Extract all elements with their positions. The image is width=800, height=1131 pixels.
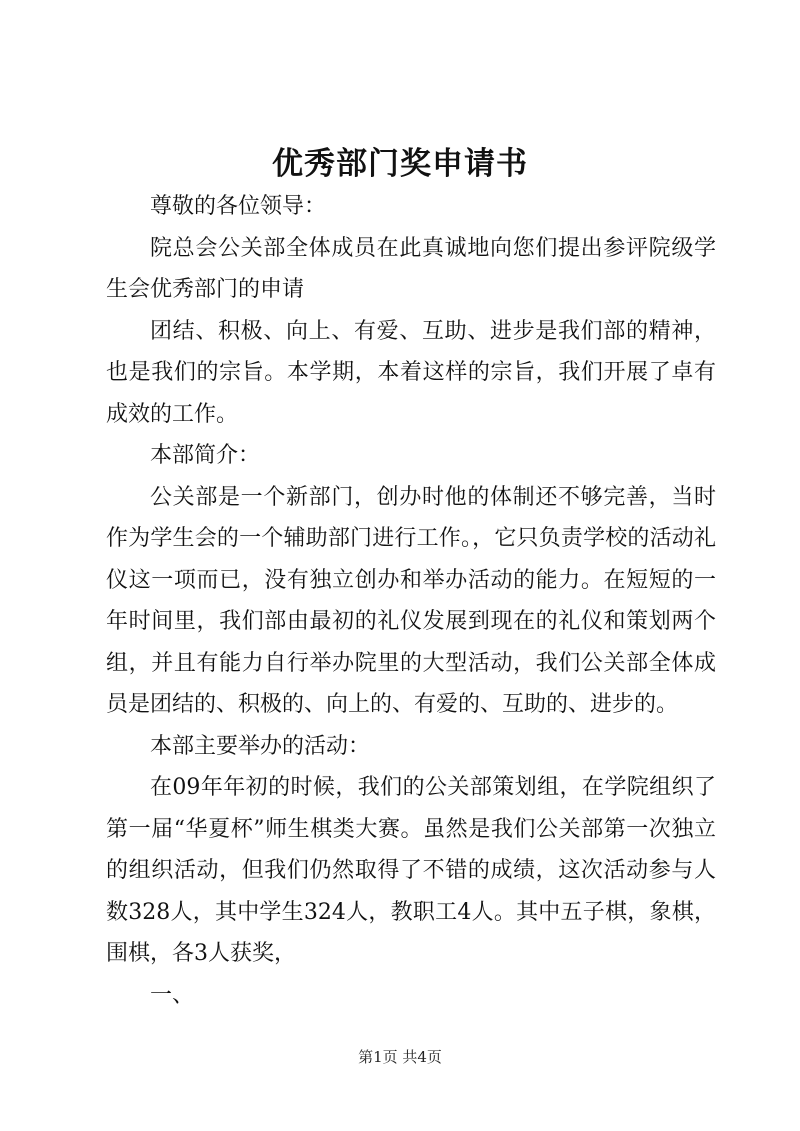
paragraph-application: 院总会公关部全体成员在此真诚地向您们提出参评院级学生会优秀部门的申请 bbox=[106, 235, 716, 302]
list-item-one: 一、 bbox=[150, 982, 195, 1008]
paragraph-activities: 在09年年初的时候，我们的公关部策划组，在学院组织了第一届“华夏杯”师生棋类大赛。虽然是我们公关部第一次独立的组织活动，但我们仍然取得了不错的成绩，这次活动参与人数328人，其中学生324人，教职工4人。其中五子棋，象棋，围棋，各3人获奖， bbox=[106, 775, 716, 966]
page-number-footer: 第1页 共4页 bbox=[358, 1048, 442, 1066]
section-heading-introduction: 本部简介： bbox=[150, 443, 261, 468]
section-heading-activities: 本部主要举办的活动： bbox=[150, 733, 371, 759]
paragraph-spirit: 团结、积极、向上、有爱、互助、进步是我们部的精神，也是我们的宗旨。本学期，本着这样的宗旨，我们开展了卓有成效的工作。 bbox=[106, 318, 716, 427]
paragraph-salutation: 尊敬的各位领导： bbox=[150, 194, 327, 219]
document-body bbox=[106, 186, 716, 1016]
document-title: 优秀部门奖申请书 bbox=[272, 146, 528, 182]
paragraph-introduction: 公关部是一个新部门，创办时他的体制还不够完善，当时作为学生会的一个辅助部门进行工作。，它只负责学校的活动礼仪这一项而已，没有独立创办和举办活动的能力。在短短的一年时间里，我们部由最初的礼仪发展到现在的礼仪和策划两个组，并且有能力自行举办院里的大型活动，我们公关部全体成员是团结的、积极的、向上的、有爱的、互助的、进步的。 bbox=[106, 484, 716, 717]
